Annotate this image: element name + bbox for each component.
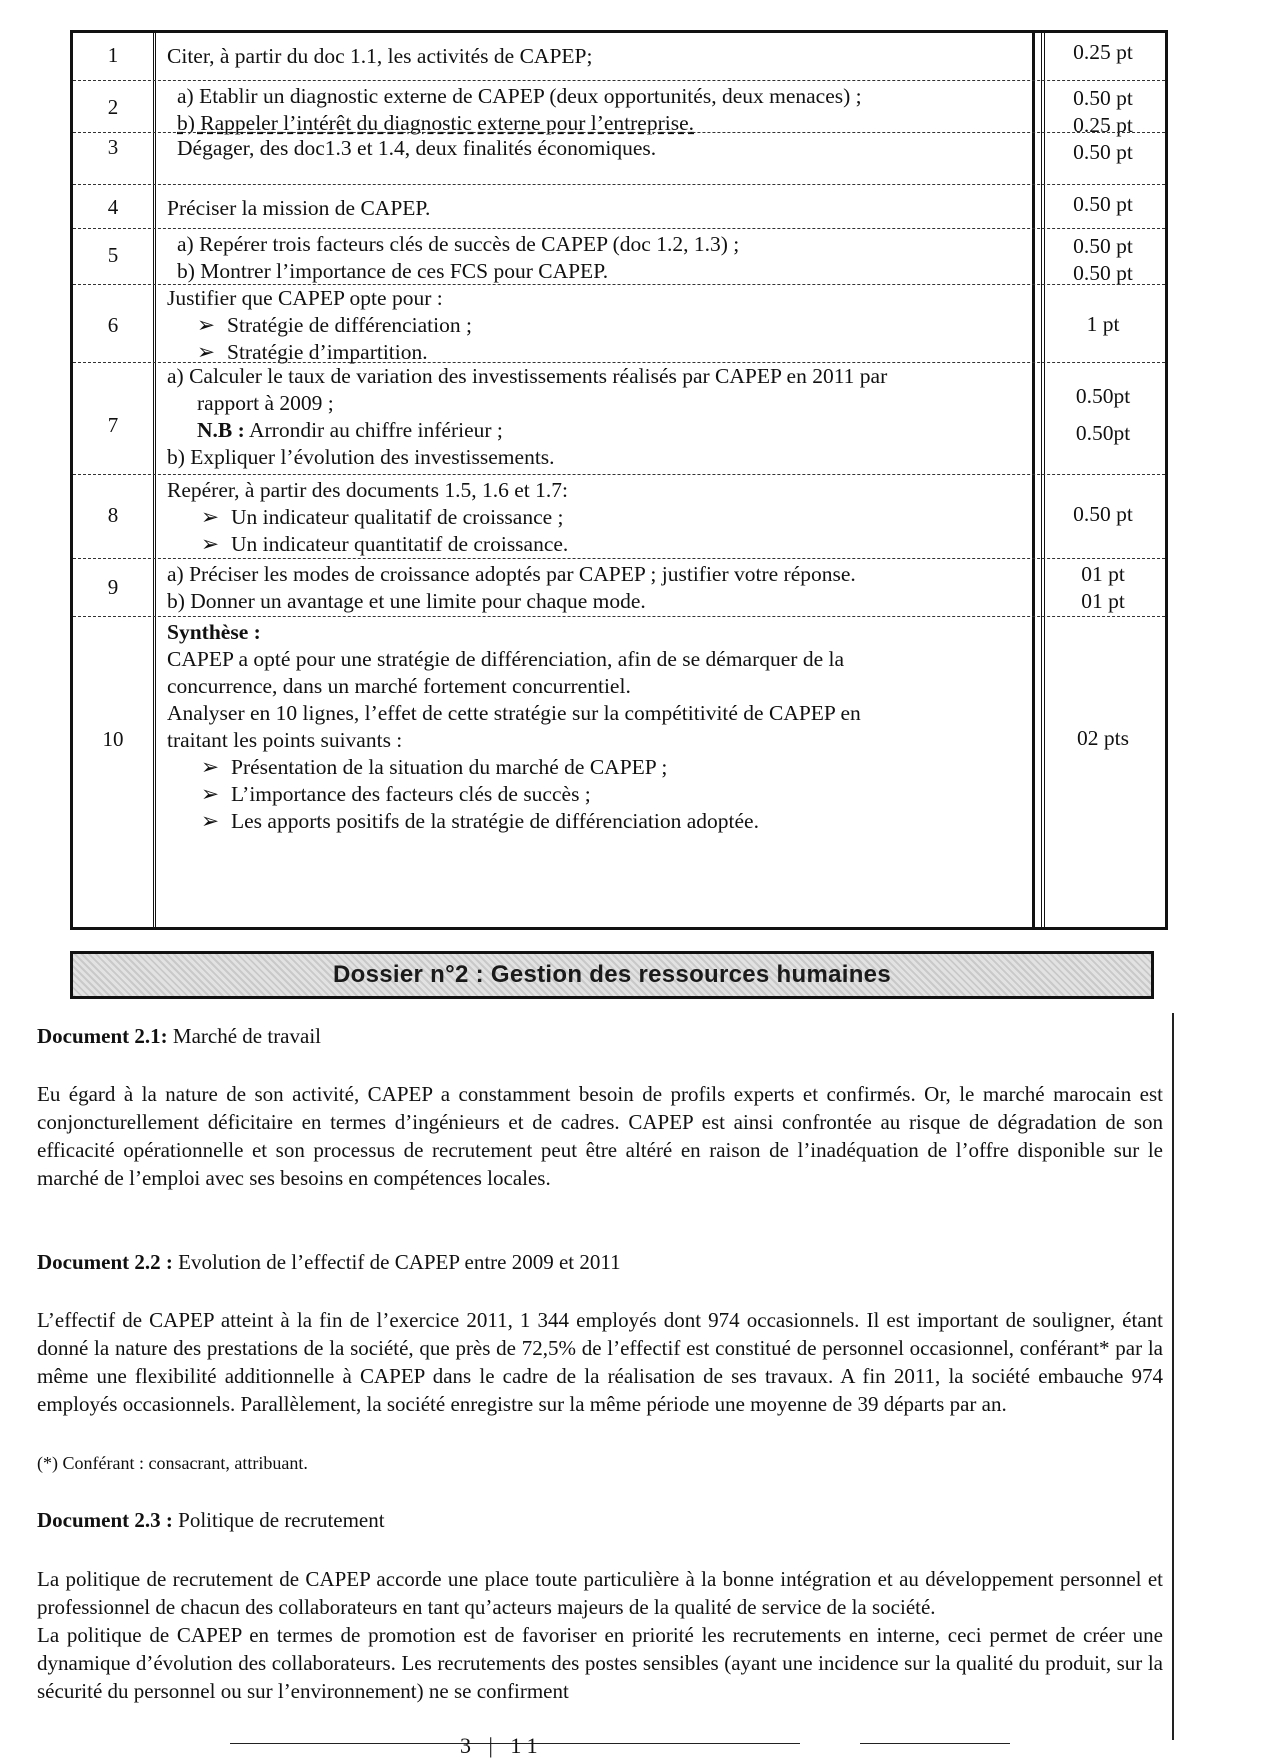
bullet-text: Présentation de la situation du marché de CAPEP ; — [231, 755, 668, 779]
footnote: (*) Conférant : consacrant, attribuant. — [37, 1453, 308, 1473]
question-line: Dégager, des doc1.3 et 1.4, deux finalités économiques. — [177, 136, 657, 160]
question-text — [167, 477, 1037, 558]
table-row — [73, 617, 1165, 927]
question-line: a) Repérer trois facteurs clés de succès de CAPEP (doc 1.2, 1.3) ; — [177, 232, 740, 256]
question-line — [167, 417, 1037, 444]
points-value: 0.50pt — [1075, 421, 1131, 445]
nb-text: Arrondir au chiffre inférieur ; — [248, 418, 503, 442]
question-points — [1041, 233, 1165, 287]
bullet-text: Un indicateur quantitatif de croissance. — [231, 532, 569, 556]
question-line: Repérer, à partir des documents 1.5, 1.6 et 1.7: — [167, 478, 568, 502]
points-value: 1 pt — [1086, 312, 1120, 336]
question-text — [167, 363, 1037, 471]
page-number: 3 | 11 — [460, 1733, 544, 1758]
question-number: 5 — [107, 243, 119, 267]
table-row — [73, 185, 1165, 229]
question-points — [1041, 85, 1165, 139]
table-row — [73, 81, 1165, 137]
question-number: 2 — [107, 95, 119, 119]
paragraph: Eu égard à la nature de son activité, CAPEP a constamment besoin de profils experts et confirmés. Or, le marché marocain est conjoncturellement déficitaire en termes d’ingénieurs et de cadres. CAPEP est ainsi confrontée au risque de dégradation de son efficacité opérationnelle et son processus de recrutement peut être altéré en raison de l’inadéquation de l’offre disponible sur le marché de l’emploi avec ses besoins en compétences locales. — [37, 1082, 1163, 1190]
question-number: 4 — [107, 195, 119, 219]
bullet-item — [167, 754, 1037, 781]
dossier-title: Dossier n°2 : Gestion des ressources humaines — [333, 961, 891, 988]
question-text — [167, 285, 1037, 366]
arrow-bullet-icon: ➢ — [201, 532, 220, 556]
document-title: Marché de travail — [172, 1024, 321, 1048]
points-value: 01 pt — [1081, 562, 1125, 586]
question-points — [1041, 39, 1165, 66]
question-line: Citer, à partir du doc 1.1, les activités de CAPEP; — [167, 44, 593, 68]
bullet-text: Un indicateur qualitatif de croissance ; — [231, 505, 564, 529]
question-line: Analyser en 10 lignes, l’effet de cette stratégie sur la compétitivité de CAPEP en — [167, 701, 861, 725]
question-points — [1041, 383, 1165, 447]
points-value: 0.50pt — [1075, 384, 1131, 408]
table-row — [73, 229, 1165, 285]
synthesis-heading: Synthèse : — [167, 620, 261, 644]
bullet-text: Stratégie d’impartition. — [227, 340, 428, 364]
points-value: 0.50 pt — [1073, 192, 1133, 216]
bullet-item — [167, 781, 1037, 808]
paragraph: La politique de CAPEP en termes de promotion est de favoriser en priorité les recrutements en interne, ceci permet de créer une dynamique d’évolution des collaborateurs. Les recrutements des postes sensibles (ayant une incidence sur la qualité du produit, sur la sécurité du personnel ou sur l’environnement) ne se confirment — [37, 1623, 1163, 1703]
question-number: 10 — [102, 727, 124, 751]
question-points — [1041, 311, 1165, 338]
question-line: b) Rappeler l’intérêt du diagnostic externe pour l’entreprise. — [177, 111, 694, 135]
document-body — [37, 1080, 1163, 1192]
question-text — [167, 43, 1037, 70]
question-line: CAPEP a opté pour une stratégie de différenciation, afin de se démarquer de la — [167, 647, 845, 671]
bullet-item — [167, 531, 1037, 558]
table-row — [73, 559, 1165, 617]
points-value: 0.50 pt — [1073, 261, 1133, 285]
points-value: 0.25 pt — [1073, 113, 1133, 137]
question-number: 1 — [107, 43, 119, 67]
document-title: Evolution de l’effectif de CAPEP entre 2009 et 2011 — [178, 1250, 621, 1274]
nb-label: N.B : — [197, 418, 245, 442]
bullet-item — [167, 808, 1037, 835]
question-points — [1041, 501, 1165, 528]
question-text — [167, 83, 1037, 137]
points-value: 0.50 pt — [1073, 234, 1133, 258]
question-text — [167, 619, 1037, 835]
table-row — [73, 285, 1165, 363]
question-points — [1041, 561, 1165, 615]
questions-table — [70, 30, 1168, 930]
table-row — [73, 133, 1165, 185]
question-number: 9 — [107, 575, 119, 599]
question-line: rapport à 2009 ; — [197, 391, 334, 415]
document-heading — [37, 1508, 385, 1533]
document-body — [37, 1565, 1163, 1705]
arrow-bullet-icon: ➢ — [201, 755, 220, 779]
document-label: Document 2.3 : — [37, 1508, 173, 1532]
question-number: 8 — [107, 503, 119, 527]
question-line: a) Etablir un diagnostic externe de CAPEP (deux opportunités, deux menaces) ; — [177, 84, 862, 108]
question-text — [167, 561, 1037, 615]
paragraph: La politique de recrutement de CAPEP accorde une place toute particulière à la bonne intégration et au développement personnel et professionnel de chacun des collaborateurs en tant qu’acteurs majeurs de la qualité de service de la société. — [37, 1567, 1163, 1619]
paragraph: L’effectif de CAPEP atteint à la fin de l’exercice 2011, 1 344 employés dont 974 occasionnels. Il est important de souligner, étant donné la nature des prestations de la société, que près de 72,5% de l’effectif est constitué de personnel occasionnel, conférant* par la même une flexibilité additionnelle à CAPEP dans le cadre de la réalisation de ses travaux. A fin 2011, la société embauche 974 employés occasionnels. Parallèlement, la société enregistre sur la même période une moyenne de 39 départs par an. — [37, 1308, 1163, 1416]
arrow-bullet-icon: ➢ — [201, 809, 220, 833]
question-line: Préciser la mission de CAPEP. — [167, 196, 431, 220]
dossier-banner — [70, 951, 1154, 999]
question-line: a) Préciser les modes de croissance adoptés par CAPEP ; justifier votre réponse. — [167, 562, 856, 586]
question-number: 6 — [107, 313, 119, 337]
question-number: 3 — [107, 135, 119, 159]
question-text — [167, 195, 1037, 222]
points-value: 0.50 pt — [1073, 86, 1133, 110]
document-label: Document 2.1: — [37, 1024, 168, 1048]
question-line: traitant les points suivants : — [167, 728, 403, 752]
question-points — [1041, 139, 1165, 166]
document-body — [37, 1306, 1163, 1418]
bullet-text: L’importance des facteurs clés de succès ; — [231, 782, 591, 806]
question-text — [167, 231, 1037, 285]
margin-rule — [1172, 1013, 1174, 1740]
footer-rule — [860, 1743, 1010, 1744]
arrow-bullet-icon: ➢ — [201, 782, 220, 806]
document-heading — [37, 1024, 321, 1049]
document-title: Politique de recrutement — [178, 1508, 385, 1532]
question-text — [167, 135, 1037, 162]
points-value: 0.50 pt — [1073, 140, 1133, 164]
question-line: concurrence, dans un marché fortement concurrentiel. — [167, 674, 631, 698]
arrow-bullet-icon: ➢ — [197, 313, 216, 337]
question-points — [1041, 725, 1165, 752]
question-line: b) Montrer l’importance de ces FCS pour CAPEP. — [177, 259, 609, 283]
table-row — [73, 475, 1165, 559]
question-points — [1041, 191, 1165, 218]
bullet-text: Les apports positifs de la stratégie de différenciation adoptée. — [231, 809, 759, 833]
points-value: 0.25 pt — [1073, 40, 1133, 64]
question-line: a) Calculer le taux de variation des investissements réalisés par CAPEP en 2011 par — [167, 364, 888, 388]
question-line: b) Donner un avantage et une limite pour chaque mode. — [167, 589, 646, 613]
question-line: Justifier que CAPEP opte pour : — [167, 286, 443, 310]
arrow-bullet-icon: ➢ — [201, 505, 220, 529]
table-row — [73, 33, 1165, 81]
bullet-item — [167, 312, 1037, 339]
document-heading — [37, 1250, 621, 1275]
question-line: b) Expliquer l’évolution des investissements. — [167, 445, 555, 469]
table-row — [73, 363, 1165, 475]
arrow-bullet-icon: ➢ — [197, 340, 216, 364]
points-value: 01 pt — [1081, 589, 1125, 613]
bullet-text: Stratégie de différenciation ; — [227, 313, 472, 337]
points-value: 0.50 pt — [1073, 502, 1133, 526]
bullet-item — [167, 504, 1037, 531]
question-number: 7 — [107, 413, 119, 437]
document-label: Document 2.2 : — [37, 1250, 173, 1274]
points-value: 02 pts — [1077, 726, 1129, 750]
